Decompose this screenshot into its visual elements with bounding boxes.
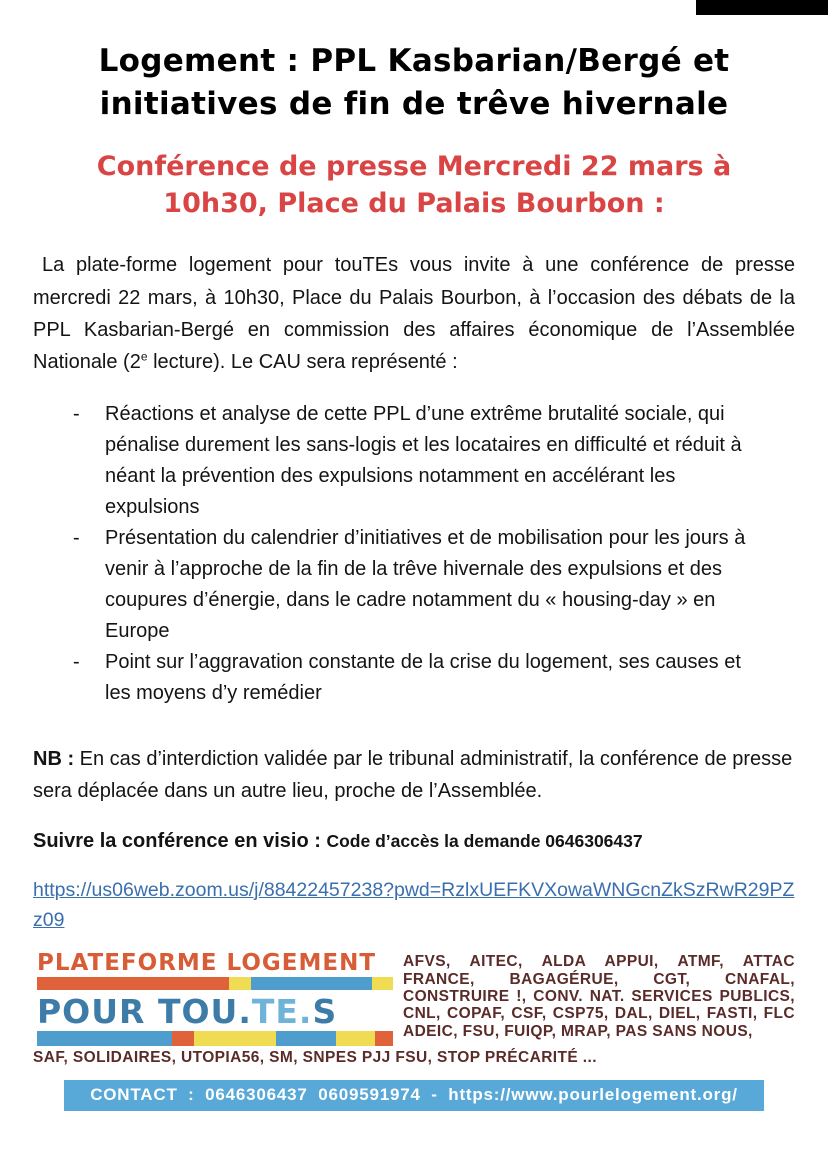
- organizations-list-bottom: SAF, SOLIDAIRES, UTOPIA56, SM, SNPES PJJ FSU, STOP PRÉCARITÉ ...: [33, 1049, 597, 1067]
- nb-note: [33, 743, 795, 807]
- zoom-meeting-link[interactable]: https://us06web.zoom.us/j/88422457238?pwd=RzlxUEFKVXowaWNGcnZkSzRwR29PZz09: [33, 878, 795, 932]
- bullet-text: Réactions et analyse de cette PPL d’une extrême brutalité sociale, qui pénalise durement les sans-logis et les locataires en difficulté et réduit à néant la prévention des expulsions notamment en accélérant les expulsions: [105, 402, 742, 518]
- logo-line1: [37, 950, 393, 976]
- bullet-item: [33, 647, 795, 709]
- subtitle-line1: Conférence de presse Mercredi 22 mars à: [96, 150, 732, 182]
- intro-superscript: e: [140, 349, 148, 364]
- page-title-line2: initiatives de fin de trêve hivernale: [99, 85, 729, 122]
- logo-bar-segment: [229, 977, 250, 990]
- logo-and-organizations: [33, 950, 795, 1046]
- logo-dot: .: [238, 992, 252, 1032]
- logo-color-bar-bottom: [37, 1031, 393, 1046]
- corner-black-mark: [696, 0, 828, 15]
- logo-line2: [37, 992, 393, 1031]
- bullet-text: Présentation du calendrier d’initiatives et de mobilisation pour les jours à venir à l’approche de la fin de la trêve hivernale des expulsions et des coupures d’énergie, dans le cadre notamment du « housing-day » en Europe: [105, 526, 746, 642]
- logo-word-plateforme: PLATEFORME: [37, 950, 227, 977]
- intro-text: La plate-forme logement pour touTEs vous invite à une conférence de presse mercredi 22 mars, à 10h30, Place du Palais Bourbon, à l’occasion des débats de la PPL Kasbarian-Bergé en commission des affaires économique de l’Assemblée Nationale (2: [33, 254, 795, 374]
- logo-color-bar-top: [37, 977, 393, 990]
- bullet-dash: -: [73, 402, 80, 425]
- bullet-item: [33, 523, 795, 647]
- bullet-text: Point sur l’aggravation constante de la crise du logement, ses causes et les moyens d’y remédier: [105, 650, 741, 704]
- logo-bar-segment: [194, 1031, 276, 1046]
- logo-word-s: S: [312, 992, 338, 1032]
- visio-access-code: Code d’accès la demande 0646306437: [326, 830, 643, 851]
- subtitle-line2: 10h30, Place du Palais Bourbon :: [163, 188, 665, 220]
- logo-bar-segment: [375, 1031, 393, 1046]
- agenda-bullet-list: [33, 399, 795, 709]
- logo-dot: .: [298, 992, 313, 1032]
- nb-label: NB :: [33, 747, 75, 770]
- logo-word-pour: POUR: [37, 992, 158, 1032]
- logo-word-te: TE: [251, 992, 299, 1032]
- logo-bar-segment: [276, 1031, 337, 1046]
- press-conference-subtitle: [33, 148, 795, 224]
- bullet-dash: -: [73, 526, 80, 549]
- bullet-item: [33, 399, 795, 523]
- plateforme-logement-logo: [33, 950, 393, 1046]
- logo-bar-segment: [172, 1031, 193, 1046]
- logo-bar-segment: [251, 977, 372, 990]
- logo-bar-segment: [372, 977, 393, 990]
- visio-label: Suivre la conférence en visio :: [33, 829, 327, 852]
- nb-text: En cas d’interdiction validée par le tribunal administratif, la conférence de presse sera déplacée dans un autre lieu, proche de l’Assemblée.: [33, 747, 793, 802]
- logo-bar-segment: [336, 1031, 375, 1046]
- organizations-list: AFVS, AITEC, ALDA APPUI, ATMF, ATTAC FRANCE, BAGAGÉRUE, CGT, CNAFAL, CONSTRUIRE !, CONV. NAT. SERVICES PUBLICS, CNL, COPAF, CSF, CSP75, DAL, DIEL, FASTI, FLC ADEIC, FSU, FUIQP, MRAP, PAS SANS NOUS,: [403, 953, 795, 1040]
- logo-bar-segment: [37, 977, 229, 990]
- logo-word-logement: LOGEMENT: [226, 950, 377, 977]
- contact-bar: CONTACT : 0646306437 0609591974 - https://www.pourlelogement.org/: [64, 1080, 764, 1111]
- logo-word-tou: TOU: [157, 992, 239, 1032]
- bullet-dash: -: [73, 650, 80, 673]
- intro-paragraph: [33, 249, 795, 379]
- page-title-line1: Logement : PPL Kasbarian/Bergé et: [98, 43, 730, 79]
- logo-bar-segment: [37, 1031, 172, 1046]
- visio-line: [33, 827, 795, 855]
- intro-text-end: lecture). Le CAU sera représenté :: [147, 351, 458, 374]
- page-title: [33, 40, 795, 126]
